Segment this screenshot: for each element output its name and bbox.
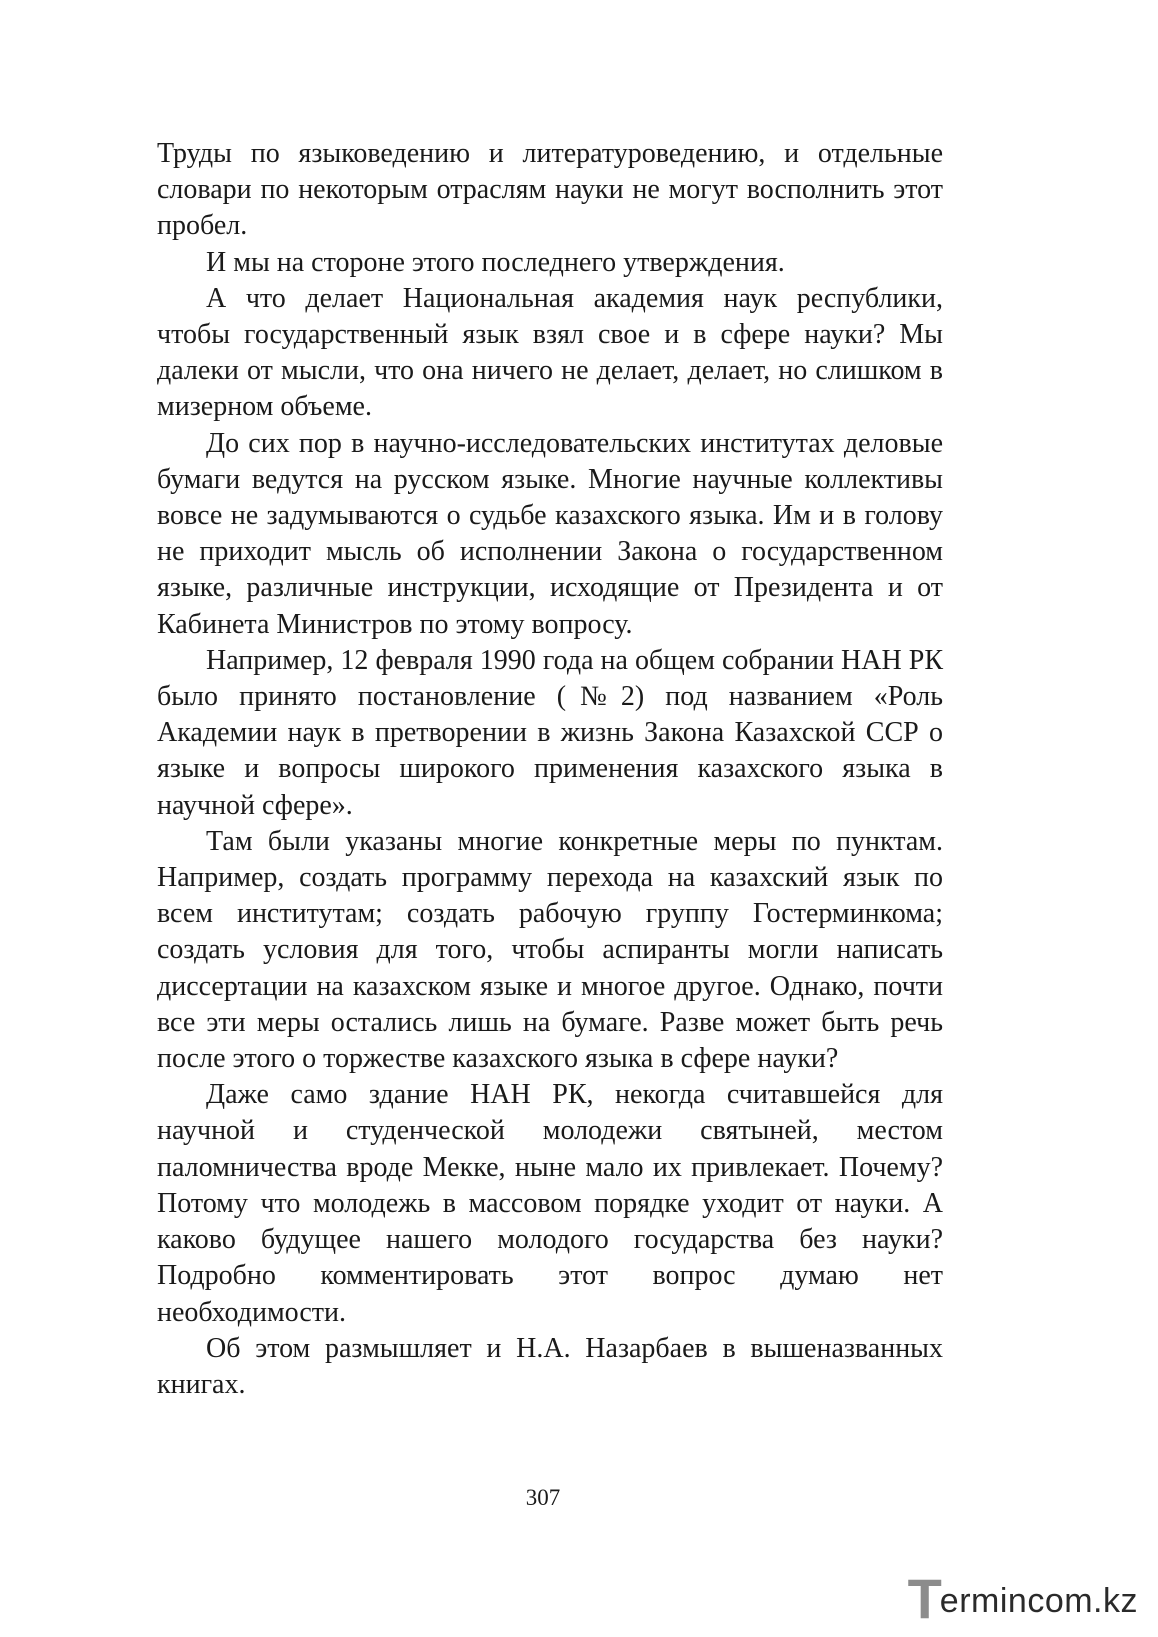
page-body	[157, 136, 943, 1403]
paragraph: И мы на стороне этого последнего утверждения.	[206, 246, 785, 278]
paragraph: Даже само здание НАН РК, некогда считавшейся для научной и студенческой молодежи святыней, местом паломничества вроде Мекке, ныне мало их привлекает. Почему? Потому что молодежь в массовом порядке уходит от науки. А каково будущее нашего молодого государства без науки? Подробно комментировать этот вопрос думаю нет необходимости.	[157, 1079, 943, 1328]
page-number: 307	[525, 1485, 561, 1510]
watermark-logo	[907, 1565, 1138, 1630]
watermark-text: ermincom.kz	[939, 1582, 1138, 1620]
watermark-initial: T	[907, 1567, 942, 1630]
paragraph: Там были указаны многие конкретные меры по пунктам. Например, создать программу перехода на казахский язык по всем институтам; создать рабочую группу Гостерминкома; создать условия для того, чтобы аспиранты могли написать диссертации на казахском языке и многое другое. Однако, почти все эти меры остались лишь на бумаге. Разве может быть речь после этого о торжестве казахского языка в сфере науки?	[157, 825, 943, 1075]
paragraph: До сих пор в научно-исследовательских институтах деловые бумаги ведутся на русском языке. Многие научные коллективы вовсе не задумываются о судьбе казахского языка. Им и в голову не приходит мысль об исполнении Закона о государственном языке, различные инструкции, исходящие от Президента и от Кабинета Министров по этому вопросу.	[157, 427, 943, 640]
paragraph: А что делает Национальная академия наук республики, чтобы государственный язык взял свое и в сфере науки? Мы далеки от мысли, что она ничего не делает, делает, но слишком в мизерном объеме.	[157, 282, 943, 423]
paragraph: Об этом размышляет и Н.А. Назарбаев в вышеназванных книгах.	[157, 1332, 943, 1400]
paragraph: Труды по языковедению и литературоведению, и отдельные словари по некоторым отраслям науки не могут восполнить этот пробел.	[157, 138, 943, 242]
paragraph: Например, 12 февраля 1990 года на общем собрании НАН РК было принято постановление (№2) под названием «Роль Академии наук в претворении в жизнь Закона Казахской ССР о языке и вопросы широкого применения казахского языка в научной сфере».	[157, 644, 943, 821]
